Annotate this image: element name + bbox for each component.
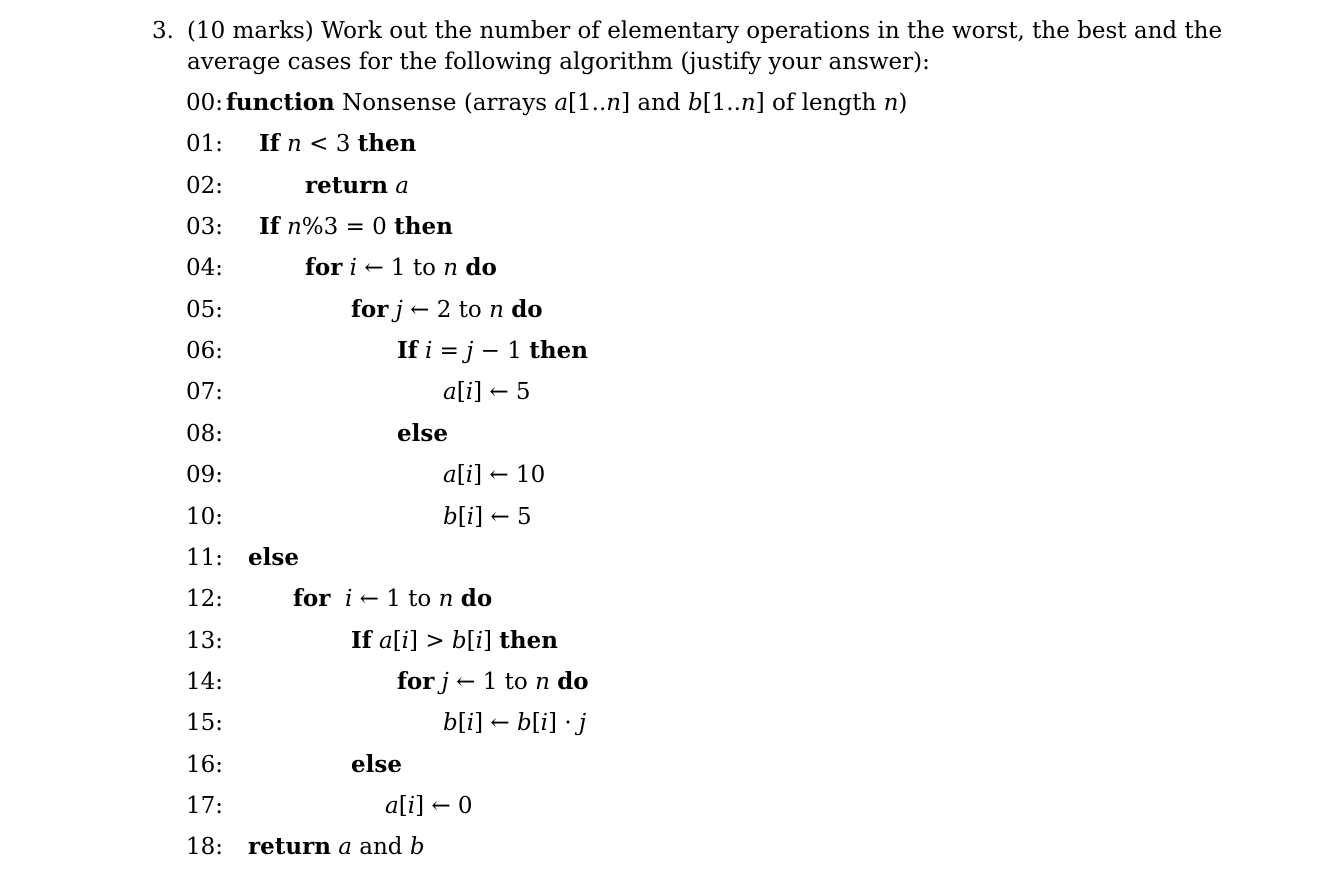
- math-variable: n: [883, 90, 899, 116]
- question-text-line-1: (10 marks) Work out the number of elementary operations in the worst, the best and the: [187, 18, 1223, 44]
- math-variable: i: [349, 255, 358, 282]
- text-fragment: [330, 586, 345, 612]
- text-fragment: [: [531, 710, 541, 737]
- text-fragment: =: [432, 338, 467, 365]
- math-variable: a: [338, 834, 352, 861]
- math-variable: b: [443, 710, 458, 737]
- statement: [397, 419, 448, 449]
- text-fragment: ← 1 to: [357, 255, 444, 282]
- line-number: 03:: [186, 214, 224, 241]
- math-variable: i: [344, 586, 353, 613]
- text-fragment: < 3: [301, 131, 358, 158]
- math-variable: n: [443, 255, 459, 282]
- algorithm-line: [0, 543, 1341, 573]
- algorithm-line: [0, 502, 1341, 532]
- keyword: for: [305, 254, 343, 282]
- text-fragment: ): [898, 90, 908, 116]
- math-variable: j: [395, 296, 403, 323]
- text-fragment: Nonsense (arrays: [334, 90, 555, 116]
- line-number: 09:: [186, 462, 224, 489]
- keyword: If: [351, 626, 372, 654]
- math-variable: n: [535, 668, 550, 695]
- line-number: 04:: [186, 255, 224, 282]
- math-variable: n: [740, 90, 756, 116]
- line-number: 17:: [186, 792, 224, 819]
- math-variable: b: [409, 834, 425, 861]
- algorithm-line: [0, 791, 1341, 821]
- statement: [226, 88, 907, 118]
- statement: [443, 708, 586, 738]
- math-variable: i: [466, 503, 475, 530]
- keyword: do: [465, 254, 497, 282]
- math-variable: b: [516, 710, 532, 737]
- statement: [351, 750, 402, 780]
- math-variable: i: [540, 710, 549, 737]
- statement: [248, 543, 299, 573]
- algorithm-line: [0, 253, 1341, 283]
- keyword: If: [397, 337, 418, 365]
- algorithm-line: [0, 129, 1341, 159]
- line-number: 18:: [186, 834, 224, 861]
- line-number: 14:: [186, 668, 224, 695]
- line-number: 06:: [186, 338, 224, 365]
- statement: [259, 129, 416, 159]
- algorithm-line: [0, 708, 1341, 738]
- math-variable: j: [466, 338, 474, 365]
- text-fragment: [: [456, 379, 466, 406]
- statement: [259, 212, 453, 242]
- algorithm-line: [0, 626, 1341, 656]
- math-variable: a: [378, 627, 393, 654]
- algorithm-line: [0, 171, 1341, 201]
- text-fragment: [: [456, 462, 466, 489]
- line-number: 13:: [186, 627, 224, 654]
- text-fragment: ] ← 10: [473, 462, 546, 489]
- line-number: 10:: [186, 503, 224, 530]
- question-number: 3.: [152, 18, 174, 44]
- text-fragment: [: [457, 503, 467, 530]
- algorithm-line: [0, 377, 1341, 407]
- statement: [385, 791, 473, 821]
- algorithm-line: [0, 419, 1341, 449]
- line-number: 02:: [186, 172, 224, 199]
- text-fragment: ] of length: [755, 90, 884, 116]
- keyword: else: [397, 419, 448, 447]
- text-fragment: and: [351, 834, 410, 861]
- text-fragment: ← 2 to: [402, 296, 490, 323]
- text-fragment: ] ← 5: [474, 503, 532, 530]
- text-fragment: %3 = 0: [301, 214, 395, 241]
- text-fragment: [1..: [568, 90, 607, 116]
- keyword: for: [397, 667, 435, 695]
- line-number: 12:: [186, 586, 224, 613]
- math-variable: a: [443, 462, 457, 489]
- math-variable: a: [395, 172, 409, 199]
- text-fragment: ]: [482, 627, 500, 654]
- keyword: for: [293, 585, 331, 613]
- math-variable: n: [489, 296, 504, 323]
- keyword: function: [226, 89, 335, 116]
- line-number: 08:: [186, 420, 224, 447]
- text-fragment: [453, 586, 460, 612]
- statement: [443, 460, 545, 490]
- keyword: else: [248, 543, 299, 571]
- text-fragment: [: [466, 627, 476, 654]
- math-variable: n: [286, 214, 302, 241]
- algorithm-line: [0, 667, 1341, 697]
- math-variable: i: [475, 627, 483, 654]
- algorithm-line: [0, 750, 1341, 780]
- text-fragment: [: [392, 627, 402, 654]
- statement: [443, 377, 531, 407]
- text-fragment: ] ←: [474, 710, 517, 737]
- statement: [397, 336, 588, 366]
- keyword: for: [351, 295, 389, 323]
- keyword: do: [460, 585, 493, 613]
- algorithm-line: [0, 832, 1341, 862]
- algorithm-line: [0, 460, 1341, 490]
- line-number: 00:: [186, 90, 224, 116]
- math-variable: n: [606, 90, 622, 116]
- text-fragment: ] ← 5: [473, 379, 531, 406]
- line-number: 05:: [186, 296, 224, 323]
- text-fragment: − 1: [473, 338, 530, 365]
- text-fragment: ] >: [409, 627, 452, 654]
- math-variable: i: [401, 627, 410, 654]
- algorithm-line: [0, 88, 1341, 118]
- math-variable: a: [385, 792, 399, 819]
- text-fragment: ← 1 to: [448, 668, 536, 695]
- line-number: 11:: [186, 544, 224, 571]
- text-fragment: ← 1 to: [352, 586, 439, 613]
- text-fragment: ] and: [621, 90, 688, 116]
- keyword: then: [499, 626, 558, 654]
- algorithm-line: [0, 584, 1341, 614]
- keyword: then: [394, 213, 453, 241]
- statement: [443, 502, 532, 532]
- algorithm-line: [0, 336, 1341, 366]
- statement: [351, 295, 543, 325]
- statement: [351, 626, 558, 656]
- statement: [293, 584, 492, 614]
- line-number: 07:: [186, 379, 224, 406]
- math-variable: i: [424, 338, 433, 365]
- math-variable: i: [465, 379, 474, 406]
- math-variable: a: [443, 379, 457, 406]
- math-variable: n: [286, 131, 302, 158]
- line-number: 16:: [186, 751, 224, 778]
- keyword: If: [259, 130, 280, 158]
- text-fragment: ] ← 0: [415, 792, 473, 819]
- statement: [248, 832, 425, 862]
- math-variable: a: [554, 90, 569, 116]
- keyword: then: [529, 337, 588, 365]
- math-variable: b: [687, 90, 703, 116]
- keyword: return: [305, 171, 388, 199]
- statement: [305, 253, 497, 283]
- math-variable: b: [451, 627, 467, 654]
- math-variable: j: [441, 668, 449, 695]
- line-number: 15:: [186, 710, 224, 737]
- keyword: If: [259, 213, 280, 241]
- text-fragment: ] ·: [548, 710, 579, 737]
- text-fragment: [434, 669, 441, 695]
- text-fragment: [: [457, 710, 467, 737]
- text-fragment: [388, 297, 395, 323]
- text-fragment: [280, 214, 287, 240]
- math-variable: i: [466, 710, 475, 737]
- text-fragment: [: [398, 792, 408, 819]
- keyword: else: [351, 750, 402, 778]
- math-variable: n: [438, 586, 454, 613]
- text-fragment: [280, 131, 287, 157]
- math-variable: b: [443, 503, 458, 530]
- math-variable: j: [578, 710, 587, 737]
- text-fragment: [418, 338, 425, 364]
- question-text-line-2: average cases for the following algorithm (justify your answer):: [187, 49, 930, 75]
- keyword: do: [557, 667, 589, 695]
- text-fragment: [1..: [702, 90, 741, 116]
- text-fragment: [372, 628, 379, 654]
- statement: [397, 667, 589, 697]
- algorithm-line: [0, 212, 1341, 242]
- statement: [305, 171, 409, 201]
- keyword: return: [248, 833, 331, 861]
- line-number: 01:: [186, 131, 224, 158]
- math-variable: i: [407, 792, 416, 819]
- keyword: do: [511, 295, 543, 323]
- keyword: then: [357, 130, 417, 158]
- algorithm-line: [0, 295, 1341, 325]
- math-variable: i: [465, 462, 474, 489]
- text-fragment: [342, 255, 349, 281]
